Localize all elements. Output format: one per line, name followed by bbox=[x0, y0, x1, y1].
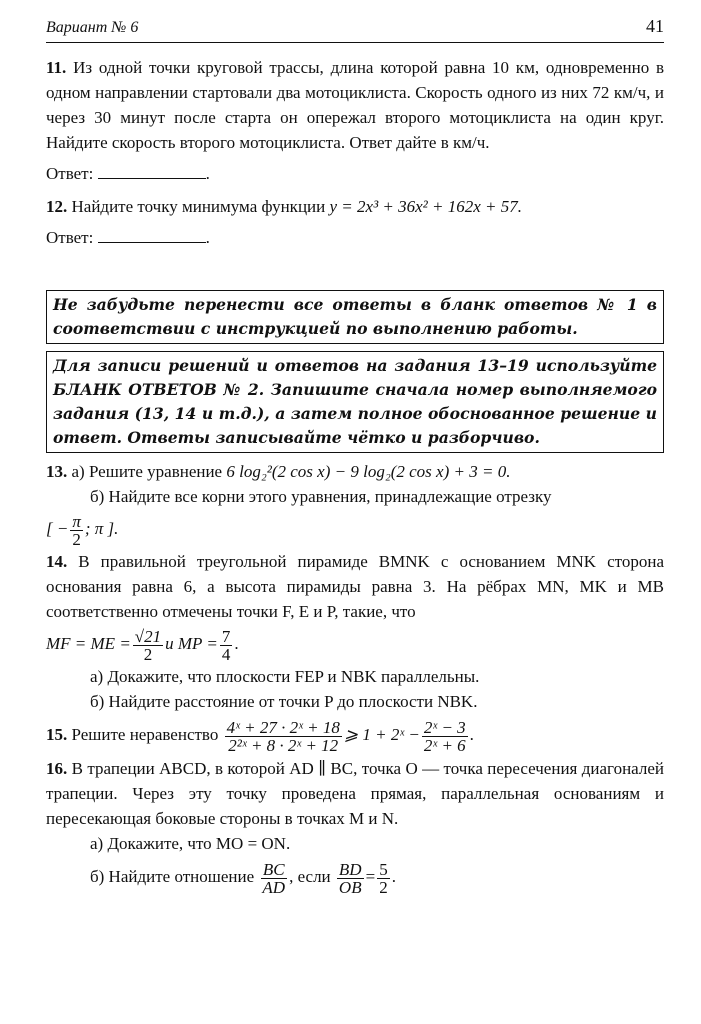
ratio-fraction-2 bbox=[337, 861, 364, 896]
ratio-mid: , если bbox=[289, 867, 331, 886]
task-16 bbox=[46, 756, 664, 831]
exam-page bbox=[46, 14, 664, 898]
condition-mid: и MP = bbox=[165, 634, 218, 653]
task-13b bbox=[46, 484, 664, 509]
task-formula: y = 2x³ + 36x² + 162x + 57. bbox=[329, 197, 523, 216]
fraction-denominator: 2 bbox=[379, 877, 388, 897]
answer-blank bbox=[98, 227, 206, 243]
page-number: 41 bbox=[646, 16, 664, 36]
inequality-end: . bbox=[469, 725, 474, 744]
task-text: б) Найдите все корни этого уравнения, принадлежащие отрезку bbox=[90, 487, 552, 506]
condition-fraction-1 bbox=[133, 628, 163, 663]
answer-blank bbox=[98, 163, 206, 179]
fraction-numerator: 2ˣ − 3 bbox=[423, 717, 466, 737]
answer-label: Ответ: bbox=[46, 164, 94, 183]
task-15 bbox=[46, 714, 664, 756]
inequality-mid: ⩾ 1 + 2ˣ − bbox=[343, 725, 420, 744]
task-text: а) Решите уравнение bbox=[71, 462, 223, 481]
interval-fraction bbox=[70, 513, 83, 548]
task-text: б) Найдите отношение bbox=[90, 867, 255, 886]
task-text: В правильной треугольной пирамиде BMNK с основанием MNK сторона основания равна 6, а высота пирамиды равна 3. На рёбрах MN, MK и MB соответственно отмечены точки F, E и P, такие, что bbox=[46, 552, 665, 621]
task-text: В трапеции ABCD, в которой AD ∥ BC, точка O — точка пересечения диагоналей трапеции. Через эту точку проведена прямая, параллельная основаниям и пересекающая боковые стороны в точках M и N. bbox=[46, 759, 664, 828]
fraction-numerator: √21 bbox=[134, 626, 162, 646]
fraction-denominator: 2ˣ + 6 bbox=[423, 735, 466, 755]
condition-left: MF = ME = bbox=[46, 634, 131, 653]
fraction-denominator: 2 bbox=[72, 529, 81, 549]
task-number: 14. bbox=[46, 552, 68, 571]
variant-title: Вариант № 6 bbox=[46, 19, 139, 36]
ratio-fraction-1 bbox=[260, 861, 287, 896]
task-14-condition bbox=[46, 624, 664, 664]
condition-end: . bbox=[234, 634, 239, 653]
task-formula: 6 log₂²(2 cos x) − 9 log₂(2 cos x) + 3 = 0. bbox=[226, 462, 511, 481]
inequality-fraction-2 bbox=[422, 719, 468, 754]
notice-box-2: Для записи решений и ответов на задания 13–19 используйте БЛАНК ОТВЕТОВ № 2. Запишите сначала номер выполняемого задания (13, 14 и т.д.), а затем полное обоснованное решение и ответ. Ответы записывайте чётко и разборчиво. bbox=[46, 351, 664, 453]
task-text: Из одной точки круговой трассы, длина которой равна 10 км, одновременно в одном направлении стартовали два мотоциклиста. Скорость одного из них 72 км/ч, и через 30 минут после старта он опережал второго мотоциклиста на один круг. Найдите скорость второго мотоциклиста. Ответ дайте в км/ч. bbox=[46, 58, 665, 152]
fraction-numerator: BD bbox=[338, 859, 362, 879]
page-header bbox=[46, 14, 664, 43]
task-number: 13. bbox=[46, 462, 68, 481]
ratio-end: . bbox=[391, 867, 396, 886]
task-14 bbox=[46, 549, 664, 624]
task-11 bbox=[46, 55, 664, 155]
task-number: 15. bbox=[46, 725, 68, 744]
task-12 bbox=[46, 194, 664, 219]
ratio-equals: = bbox=[365, 867, 376, 886]
inequality-fraction-1 bbox=[225, 719, 342, 754]
fraction-denominator: OB bbox=[338, 877, 362, 897]
task-text: Найдите точку минимума функции bbox=[71, 197, 326, 216]
fraction-numerator: π bbox=[72, 511, 81, 531]
answer-line-11: Ответ: . bbox=[46, 164, 210, 183]
fraction-numerator: BC bbox=[262, 859, 285, 879]
ratio-fraction-3 bbox=[377, 861, 390, 896]
interval-left: [ − bbox=[46, 519, 69, 538]
fraction-denominator: 4 bbox=[221, 644, 231, 664]
task-13a bbox=[46, 459, 664, 484]
fraction-denominator: 2²ˣ + 8 · 2ˣ + 12 bbox=[228, 735, 339, 755]
condition-fraction-2 bbox=[220, 628, 233, 663]
fraction-numerator: 4ˣ + 27 · 2ˣ + 18 bbox=[226, 717, 340, 737]
interval-right: ; π ]. bbox=[84, 519, 119, 538]
answer-label: Ответ: bbox=[46, 228, 94, 247]
task-number: 12. bbox=[46, 197, 68, 216]
task-16b bbox=[46, 856, 664, 898]
task-14b: б) Найдите расстояние от точки P до плоскости NBK. bbox=[90, 692, 478, 711]
fraction-numerator: 5 bbox=[379, 859, 388, 879]
task-text: Решите неравенство bbox=[71, 725, 219, 744]
task-14a: а) Докажите, что плоскости FEP и NBK параллельны. bbox=[90, 667, 480, 686]
fraction-denominator: AD bbox=[262, 877, 286, 897]
task-number: 11. bbox=[46, 58, 67, 77]
task-number: 16. bbox=[46, 759, 68, 778]
task-13-interval bbox=[46, 509, 664, 549]
answer-line-12: Ответ: . bbox=[46, 228, 210, 247]
fraction-denominator: 2 bbox=[143, 644, 153, 664]
task-16a: а) Докажите, что MO = ON. bbox=[90, 834, 291, 853]
notice-box-1: Не забудьте перенести все ответы в бланк ответов № 1 в соответствии с инструкцией по выполнению работы. bbox=[46, 290, 664, 344]
fraction-numerator: 7 bbox=[221, 626, 231, 646]
